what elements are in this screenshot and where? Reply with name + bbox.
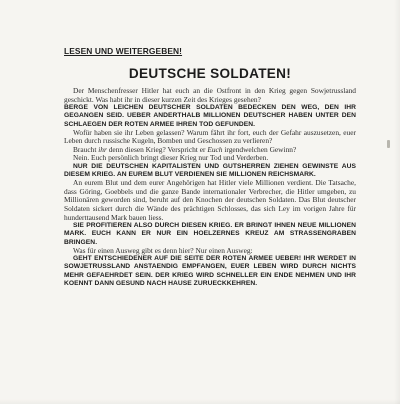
leaflet-content xyxy=(64,46,356,288)
paper-edge-shadow-bottom xyxy=(0,399,400,404)
paragraph-intro: Der Menschenfresser Hitler hat euch an die Ostfront in den Krieg gegen Sowjetrussland geschickt. Was habt ihr in dieser kurzen Zeit des Krieges gesehen? xyxy=(64,86,356,104)
emphasis-corpses: BERGE VON LEICHEN DEUTSCHER SOLDATEN BEDECKEN DEN WEG, DEN IHR GEGANGEN SEID. UEBER ANDERTHALB MILLIONEN DEUTSCHER HABEN UNTER DEN SCHLAEGEN DER ROTEN ARMEE IHREN TOD GEFUNDEN. xyxy=(64,104,356,128)
p3-emphasis-ihr: ihr xyxy=(98,144,107,154)
leaflet-title: DEUTSCHE SOLDATEN! xyxy=(128,66,292,81)
paragraph-why: Wofür haben sie ihr Leben gelassen? Warum fährt ihr fort, euch der Gefahr auszusetzen, euer Leben durch russische Kugeln, Bomben und Geschossen zu verlieren? xyxy=(64,127,356,146)
p3-mid: denn diesen Krieg? Verspricht er xyxy=(106,144,208,154)
leaflet-motto: LESEN UND WEITERGEBEN! xyxy=(64,46,183,56)
paragraph-blood: An eurem Blut und dem eurer Angehörigen hat Hitler viele Millionen verdient. Die Tatsache, dass Göring, Goebbels und die ganze Bande internationaler Verbrecher, die Hitler umgeben, zu Millionären geworden sind, beruht auf den Knochen der deutschen Soldaten. Das Blut deutscher Soldaten sickert durch die Wände des prächtigen Schlosses, das sich Ley im vorigen Jahre für hunderttausend Mark bauen liess. xyxy=(64,178,356,222)
paragraph-no: Nein. Euch persönlich bringt dieser Krieg nur Tod und Verderben. xyxy=(73,153,269,163)
p3-emphasis-euch: Euch xyxy=(207,144,223,154)
emphasis-profit: SIE PROFITIEREN ALSO DURCH DIESEN KRIEG. ER BRINGT IHNEN NEUE MILLIONEN MARK. EUCH KANN ER NUR EIN HOELZERNES KREUZ AM STRASSENGRABEN BRINGEN. xyxy=(64,222,356,246)
emphasis-capitalists: NUR DIE DEUTSCHEN KAPITALISTEN UND GUTSHERREN ZIEHEN GEWINSTE AUS DIESEM KRIEG. AN EUREM BLUT VERDIENEN SIE MILLIONEN REICHSMARK. xyxy=(64,162,356,179)
p3-after: irgendwelchen Gewinn? xyxy=(222,144,297,154)
p3-before: Braucht xyxy=(73,144,99,154)
paragraph-way-out: Was für einen Ausweg gibt es denn hier? Nur einen Ausweg: xyxy=(73,245,253,255)
paper-edge-shadow-right xyxy=(394,0,400,404)
paper-mark xyxy=(387,140,390,148)
emphasis-go-over: GEHT ENTSCHIEDENER AUF DIE SEITE DER ROTEN ARMEE UEBER! IHR WERDET IN SOWJETRUSSLAND ANSTAENDIG EMPFANGEN, EUER LEBEN WIRD DURCH NICHTS MEHR GEFAEHRDET SEIN. DER KRIEG WIRD SCHNELLER EIN ENDE NEHMEN UND IHR KOENNT DANN GESUND NACH HAUSE ZURUECKKEHREN. xyxy=(64,255,356,287)
